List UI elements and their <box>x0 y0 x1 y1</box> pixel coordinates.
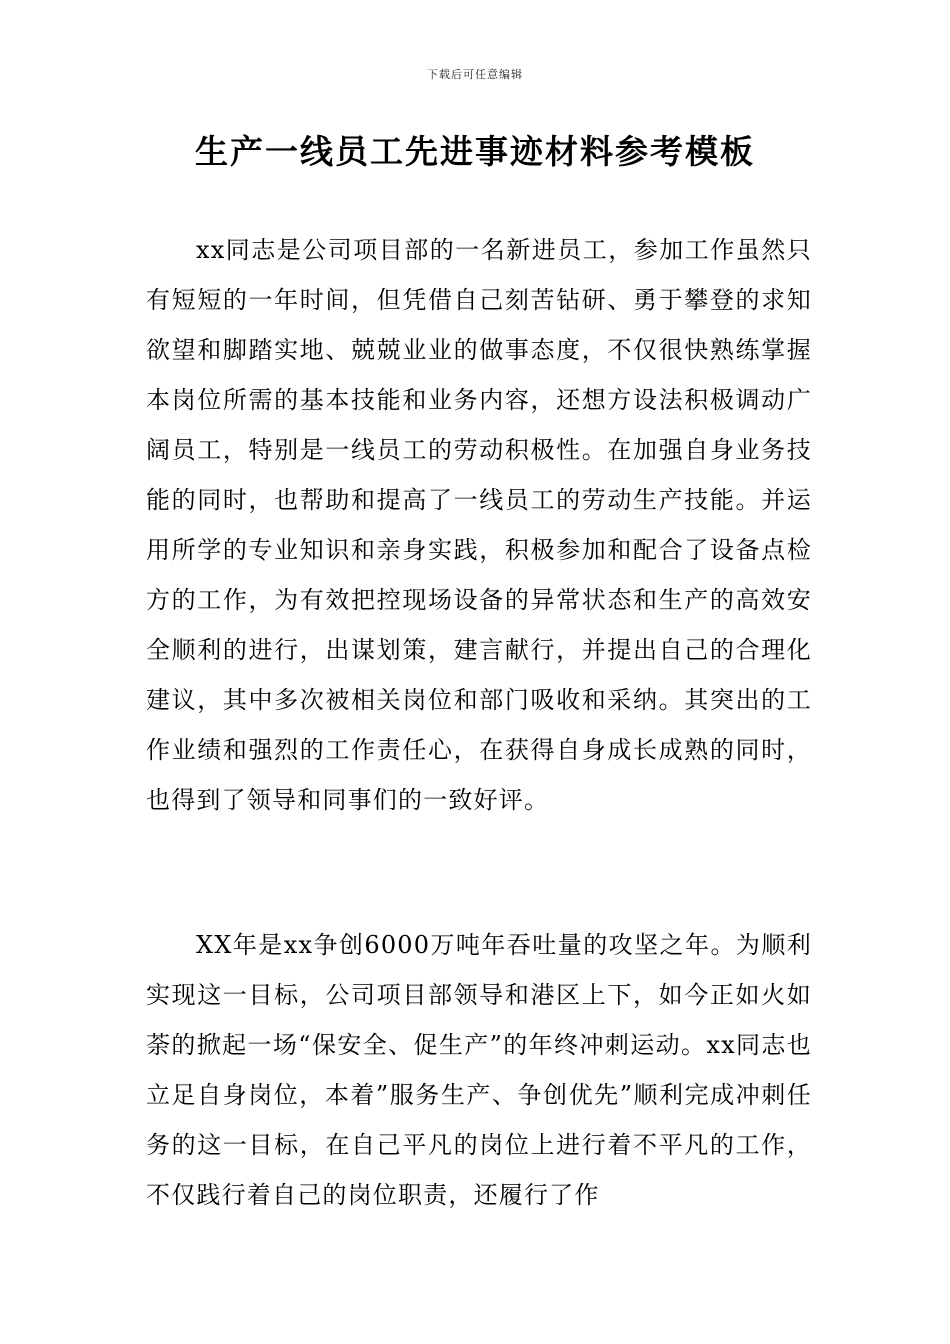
header-note: 下载后可任意编辑 <box>427 68 523 81</box>
body-paragraph: xx同志是公司项目部的一名新进员工，参加工作虽然只有短短的一年时间，但凭借自己刻苦钻研、勇于攀登的求知欲望和脚踏实地、兢兢业业的做事态度，不仅很快熟练掌握本岗位所需的基本技能和业务内容，还想方设法积极调动广阔员工，特别是一线员工的劳动积极性。在加强自身业务技能的同时，也帮助和提高了一线员工的劳动生产技能。并运用所学的专业知识和亲身实践，积极参加和配合了设备点检方的工作，为有效把控现场设备的异常状态和生产的高效安全顺利的进行，出谋划策，建言献行，并提出自己的合理化建议，其中多次被相关岗位和部门吸收和采纳。其突出的工作业绩和强烈的工作责任心，在获得自身成长成熟的同时，也得到了领导和同事们的一致好评。 <box>146 236 812 814</box>
document-title: 生产一线员工先进事迹材料参考模板 <box>195 132 755 171</box>
body-paragraph: XX年是xx争创6000万吨年吞吐量的攻坚之年。为顺利实现这一目标，公司项目部领导和港区上下，如今正如火如荼的掀起一场“保安全、促生产”的年终冲刺运动。xx同志也立足自身岗位，本着”服务生产、争创优先”顺利完成冲刺任务的这一目标，在自己平凡的岗位上进行着不平凡的工作，不仅践行着自己的岗位职责，还履行了作 <box>146 931 812 1209</box>
